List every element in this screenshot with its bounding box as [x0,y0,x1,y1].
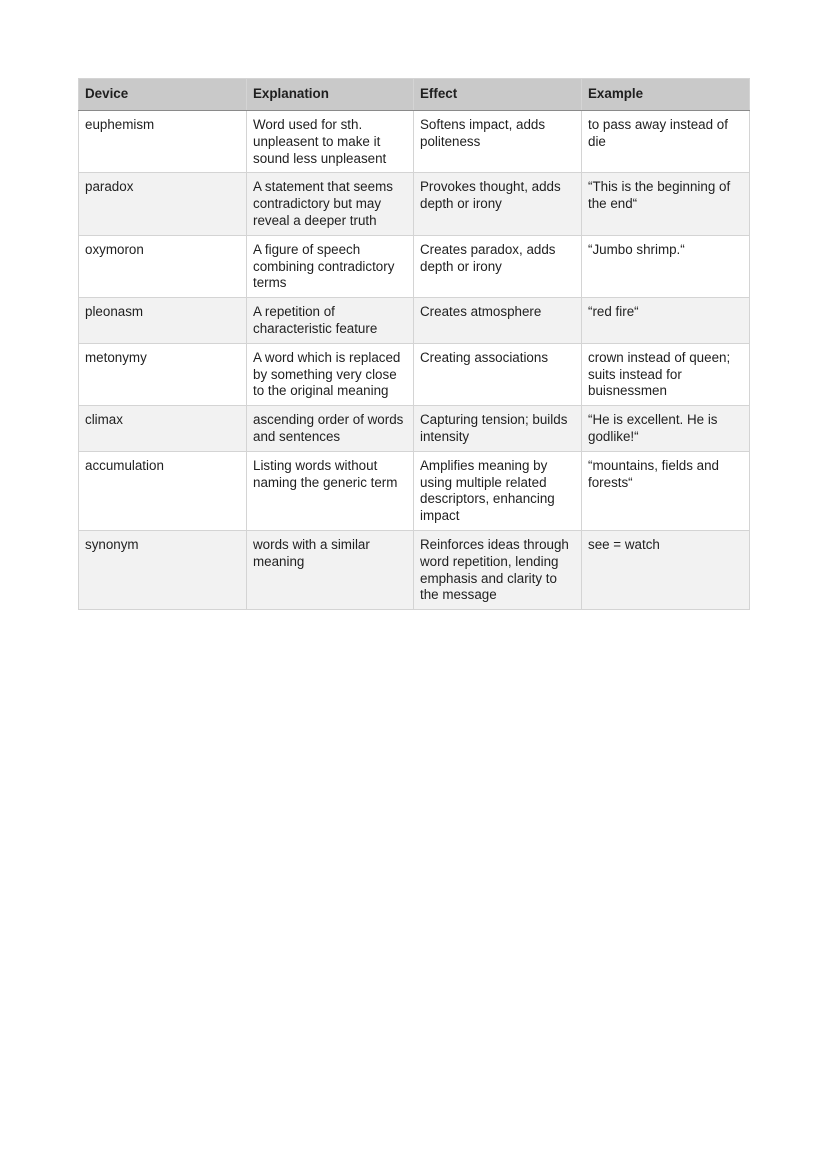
table-row [79,530,750,609]
cell-example: “red fire“ [582,298,750,344]
table-row [79,235,750,297]
cell-effect: Amplifies meaning by using multiple related descriptors, enhancing impact [414,451,582,530]
cell-device: accumulation [79,451,247,530]
cell-example: to pass away instead of die [582,111,750,173]
cell-explanation: Word used for sth. unpleasent to make it sound less unpleasent [247,111,414,173]
cell-effect: Provokes thought, adds depth or irony [414,173,582,235]
cell-device: synonym [79,530,247,609]
table-row [79,451,750,530]
cell-explanation: Listing words without naming the generic term [247,451,414,530]
cell-effect: Creating associations [414,343,582,405]
table-row [79,298,750,344]
cell-device: climax [79,406,247,452]
table-body [79,111,750,610]
table-header [79,79,750,111]
cell-example: “He is excellent. He is godlike!“ [582,406,750,452]
cell-example: see = watch [582,530,750,609]
table-row [79,173,750,235]
cell-device: pleonasm [79,298,247,344]
cell-device: metonymy [79,343,247,405]
cell-example: “This is the beginning of the end“ [582,173,750,235]
cell-explanation: A statement that seems contradictory but may reveal a deeper truth [247,173,414,235]
cell-effect: Capturing tension; builds intensity [414,406,582,452]
cell-effect: Creates atmosphere [414,298,582,344]
cell-example: “mountains, fields and forests“ [582,451,750,530]
cell-effect: Softens impact, adds politeness [414,111,582,173]
cell-explanation: ascending order of words and sentences [247,406,414,452]
cell-explanation: words with a similar meaning [247,530,414,609]
header-effect: Effect [414,79,582,111]
cell-effect: Reinforces ideas through word repetition, lending emphasis and clarity to the message [414,530,582,609]
cell-device: paradox [79,173,247,235]
table-row [79,406,750,452]
cell-example: crown instead of queen; suits instead for buisnessmen [582,343,750,405]
cell-effect: Creates paradox, adds depth or irony [414,235,582,297]
header-example: Example [582,79,750,111]
cell-explanation: A word which is replaced by something very close to the original meaning [247,343,414,405]
cell-explanation: A figure of speech combining contradictory terms [247,235,414,297]
cell-device: euphemism [79,111,247,173]
header-device: Device [79,79,247,111]
header-explanation: Explanation [247,79,414,111]
cell-device: oxymoron [79,235,247,297]
rhetorical-devices-table [78,78,750,610]
cell-example: “Jumbo shrimp.“ [582,235,750,297]
header-row [79,79,750,111]
cell-explanation: A repetition of characteristic feature [247,298,414,344]
table-row [79,111,750,173]
table-row [79,343,750,405]
